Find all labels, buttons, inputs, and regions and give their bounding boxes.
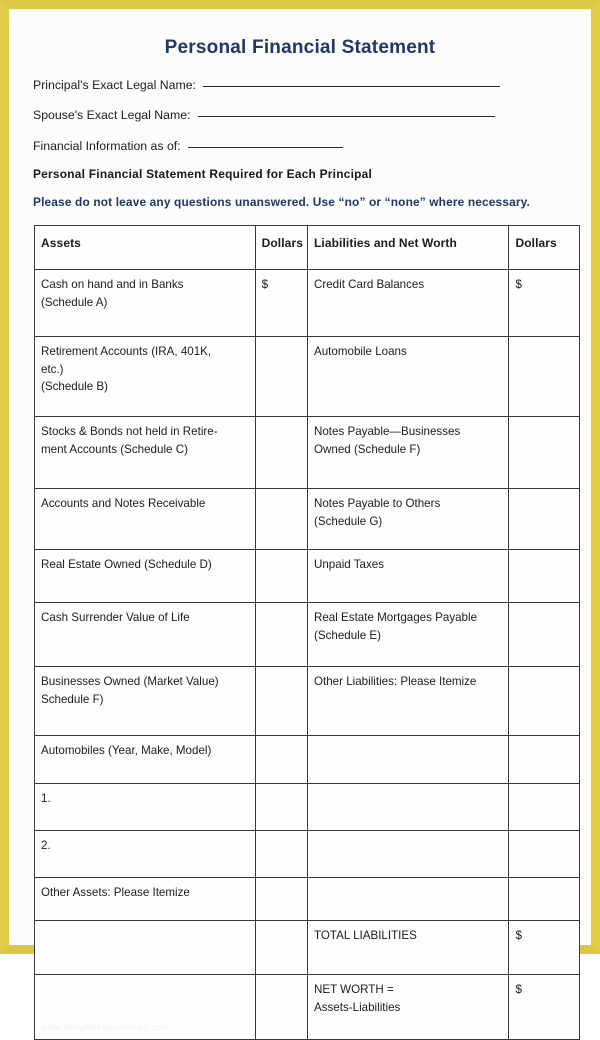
cell-asset-description bbox=[35, 603, 256, 667]
cell-text-line: ment Accounts (Schedule C) bbox=[41, 442, 188, 456]
table-row bbox=[35, 831, 580, 878]
table-row bbox=[35, 417, 580, 489]
cell-liability-amount[interactable]: $ bbox=[509, 921, 580, 975]
cell-asset-amount[interactable]: $ bbox=[255, 270, 307, 337]
cell-text-line: 1. bbox=[41, 792, 51, 806]
cell-text-line: TOTAL LIABILITIES bbox=[313, 929, 417, 943]
cell-asset-description bbox=[35, 975, 256, 1040]
cell-asset-amount[interactable] bbox=[255, 831, 307, 878]
cell-asset-amount[interactable] bbox=[255, 417, 307, 489]
cell-text-line: Assets-Liabilities bbox=[313, 1000, 401, 1014]
table-row bbox=[35, 784, 580, 831]
cell-liability-description bbox=[307, 667, 508, 736]
cell-text-line: Notes Payable to Others bbox=[313, 497, 441, 511]
cell-liability-amount[interactable] bbox=[509, 736, 580, 784]
cell-liability-amount[interactable] bbox=[509, 489, 580, 550]
cell-asset-description bbox=[35, 489, 256, 550]
cell-liability-amount[interactable] bbox=[509, 784, 580, 831]
cell-text-line: (Schedule B) bbox=[41, 380, 109, 394]
cell-liability-description bbox=[307, 337, 508, 417]
cell-asset-description bbox=[35, 337, 256, 417]
cell-liability-description bbox=[307, 921, 508, 975]
cell-liability-description bbox=[307, 550, 508, 603]
cell-liability-description bbox=[307, 878, 508, 921]
field-spouse-name bbox=[33, 107, 572, 121]
cell-text-line: (Schedule A) bbox=[41, 295, 108, 309]
column-header-liabilities: Liabilities and Net Worth bbox=[307, 226, 508, 270]
cell-liability-amount[interactable]: $ bbox=[509, 975, 580, 1040]
column-header-assets-dollars: Dollars bbox=[255, 226, 307, 270]
cell-asset-description bbox=[35, 667, 256, 736]
table-row bbox=[35, 975, 580, 1040]
cell-text-line: Stocks & Bonds not held in Retire- bbox=[41, 425, 218, 439]
cell-asset-amount[interactable] bbox=[255, 878, 307, 921]
cell-text-line: Real Estate Mortgages Payable bbox=[313, 611, 478, 625]
cell-asset-amount[interactable] bbox=[255, 736, 307, 784]
table-row bbox=[35, 878, 580, 921]
field-principal-name bbox=[33, 77, 572, 91]
cell-text-line: Automobile Loans bbox=[313, 345, 407, 359]
cell-asset-description bbox=[35, 784, 256, 831]
cell-text-line: Accounts and Notes Receivable bbox=[41, 497, 206, 511]
cell-text-line: Cash on hand and in Banks bbox=[41, 278, 184, 292]
cell-text-line: 2. bbox=[41, 839, 51, 853]
notice-required-each-principal: Personal Financial Statement Required for Each Principal bbox=[33, 166, 373, 181]
cell-liability-amount[interactable] bbox=[509, 417, 580, 489]
cell-liability-description bbox=[307, 736, 508, 784]
cell-asset-amount[interactable] bbox=[255, 975, 307, 1040]
notice-answer-all-questions: Please do not leave any questions unanswered. Use “no” or “none” where necessary. bbox=[33, 194, 530, 209]
cell-text-line: Unpaid Taxes bbox=[313, 558, 385, 572]
field-input-spouse-name[interactable] bbox=[198, 105, 495, 117]
cell-text-line: Businesses Owned (Market Value) bbox=[41, 675, 219, 689]
cell-liability-description bbox=[307, 831, 508, 878]
cell-asset-description bbox=[35, 270, 256, 337]
cell-text-line: (Schedule G) bbox=[313, 514, 383, 528]
field-label-financial-info-date: Financial Information as of: bbox=[33, 138, 181, 153]
cell-liability-amount[interactable] bbox=[509, 831, 580, 878]
table-row bbox=[35, 550, 580, 603]
cell-text-line: (Schedule E) bbox=[313, 628, 382, 642]
cell-liability-description bbox=[307, 975, 508, 1040]
financial-statement-table-container bbox=[12, 213, 588, 1040]
cell-text-line: Real Estate Owned (Schedule D) bbox=[41, 558, 212, 572]
cell-text-line: Credit Card Balances bbox=[313, 278, 425, 292]
cell-liability-amount[interactable]: $ bbox=[509, 270, 580, 337]
page-title: Personal Financial Statement bbox=[164, 37, 436, 58]
personal-financial-statement-table bbox=[34, 225, 580, 1040]
field-label-principal-name: Principal's Exact Legal Name: bbox=[33, 78, 196, 92]
table-header-row bbox=[35, 226, 580, 270]
cell-asset-description bbox=[35, 417, 256, 489]
document-sheet bbox=[12, 12, 588, 1033]
table-row bbox=[35, 603, 580, 667]
field-input-principal-name[interactable] bbox=[203, 75, 500, 87]
cell-liability-description bbox=[307, 417, 508, 489]
cell-asset-description bbox=[35, 550, 256, 603]
cell-text-line: Retirement Accounts (IRA, 401K, bbox=[41, 345, 212, 359]
cell-asset-amount[interactable] bbox=[255, 603, 307, 667]
table-row bbox=[35, 667, 580, 736]
cell-asset-amount[interactable] bbox=[255, 784, 307, 831]
cell-liability-description bbox=[307, 784, 508, 831]
cell-asset-amount[interactable] bbox=[255, 489, 307, 550]
table-row bbox=[35, 736, 580, 784]
cell-text-line: Owned (Schedule F) bbox=[313, 442, 421, 456]
table-row bbox=[35, 337, 580, 417]
watermark-text: www.templatesdownload.com bbox=[41, 1022, 170, 1033]
cell-asset-description bbox=[35, 921, 256, 975]
cell-text-line: NET WORTH = bbox=[313, 983, 394, 997]
cell-asset-amount[interactable] bbox=[255, 667, 307, 736]
cell-liability-description bbox=[307, 489, 508, 550]
cell-liability-amount[interactable] bbox=[509, 603, 580, 667]
table-row bbox=[35, 921, 580, 975]
cell-text-line: Notes Payable—Businesses bbox=[313, 425, 461, 439]
column-header-assets: Assets bbox=[35, 226, 256, 270]
field-financial-info-date bbox=[33, 138, 572, 152]
cell-liability-amount[interactable] bbox=[509, 337, 580, 417]
column-header-liabilities-dollars: Dollars bbox=[509, 226, 580, 270]
cell-liability-amount[interactable] bbox=[509, 550, 580, 603]
cell-liability-description bbox=[307, 603, 508, 667]
cell-liability-amount[interactable] bbox=[509, 667, 580, 736]
cell-liability-description bbox=[307, 270, 508, 337]
cell-asset-amount[interactable] bbox=[255, 550, 307, 603]
cell-asset-description bbox=[35, 878, 256, 921]
cell-asset-description bbox=[35, 736, 256, 784]
header-form-fields bbox=[12, 63, 588, 209]
cell-text-line: Other Liabilities: Please Itemize bbox=[313, 675, 477, 689]
cell-asset-amount[interactable] bbox=[255, 337, 307, 417]
table-body bbox=[35, 270, 580, 1040]
cell-asset-description bbox=[35, 831, 256, 878]
cell-text-line: etc.) bbox=[41, 362, 64, 376]
cell-text-line: Schedule F) bbox=[41, 692, 104, 706]
cell-asset-amount[interactable] bbox=[255, 921, 307, 975]
cell-text-line: Other Assets: Please Itemize bbox=[41, 886, 190, 900]
cell-text-line: Cash Surrender Value of Life bbox=[41, 611, 190, 625]
cell-liability-amount[interactable] bbox=[509, 878, 580, 921]
field-label-spouse-name: Spouse's Exact Legal Name: bbox=[33, 108, 191, 123]
field-input-financial-info-date[interactable] bbox=[188, 136, 343, 148]
cell-text-line: Automobiles (Year, Make, Model) bbox=[41, 744, 212, 758]
table-row bbox=[35, 489, 580, 550]
table-row bbox=[35, 270, 580, 337]
